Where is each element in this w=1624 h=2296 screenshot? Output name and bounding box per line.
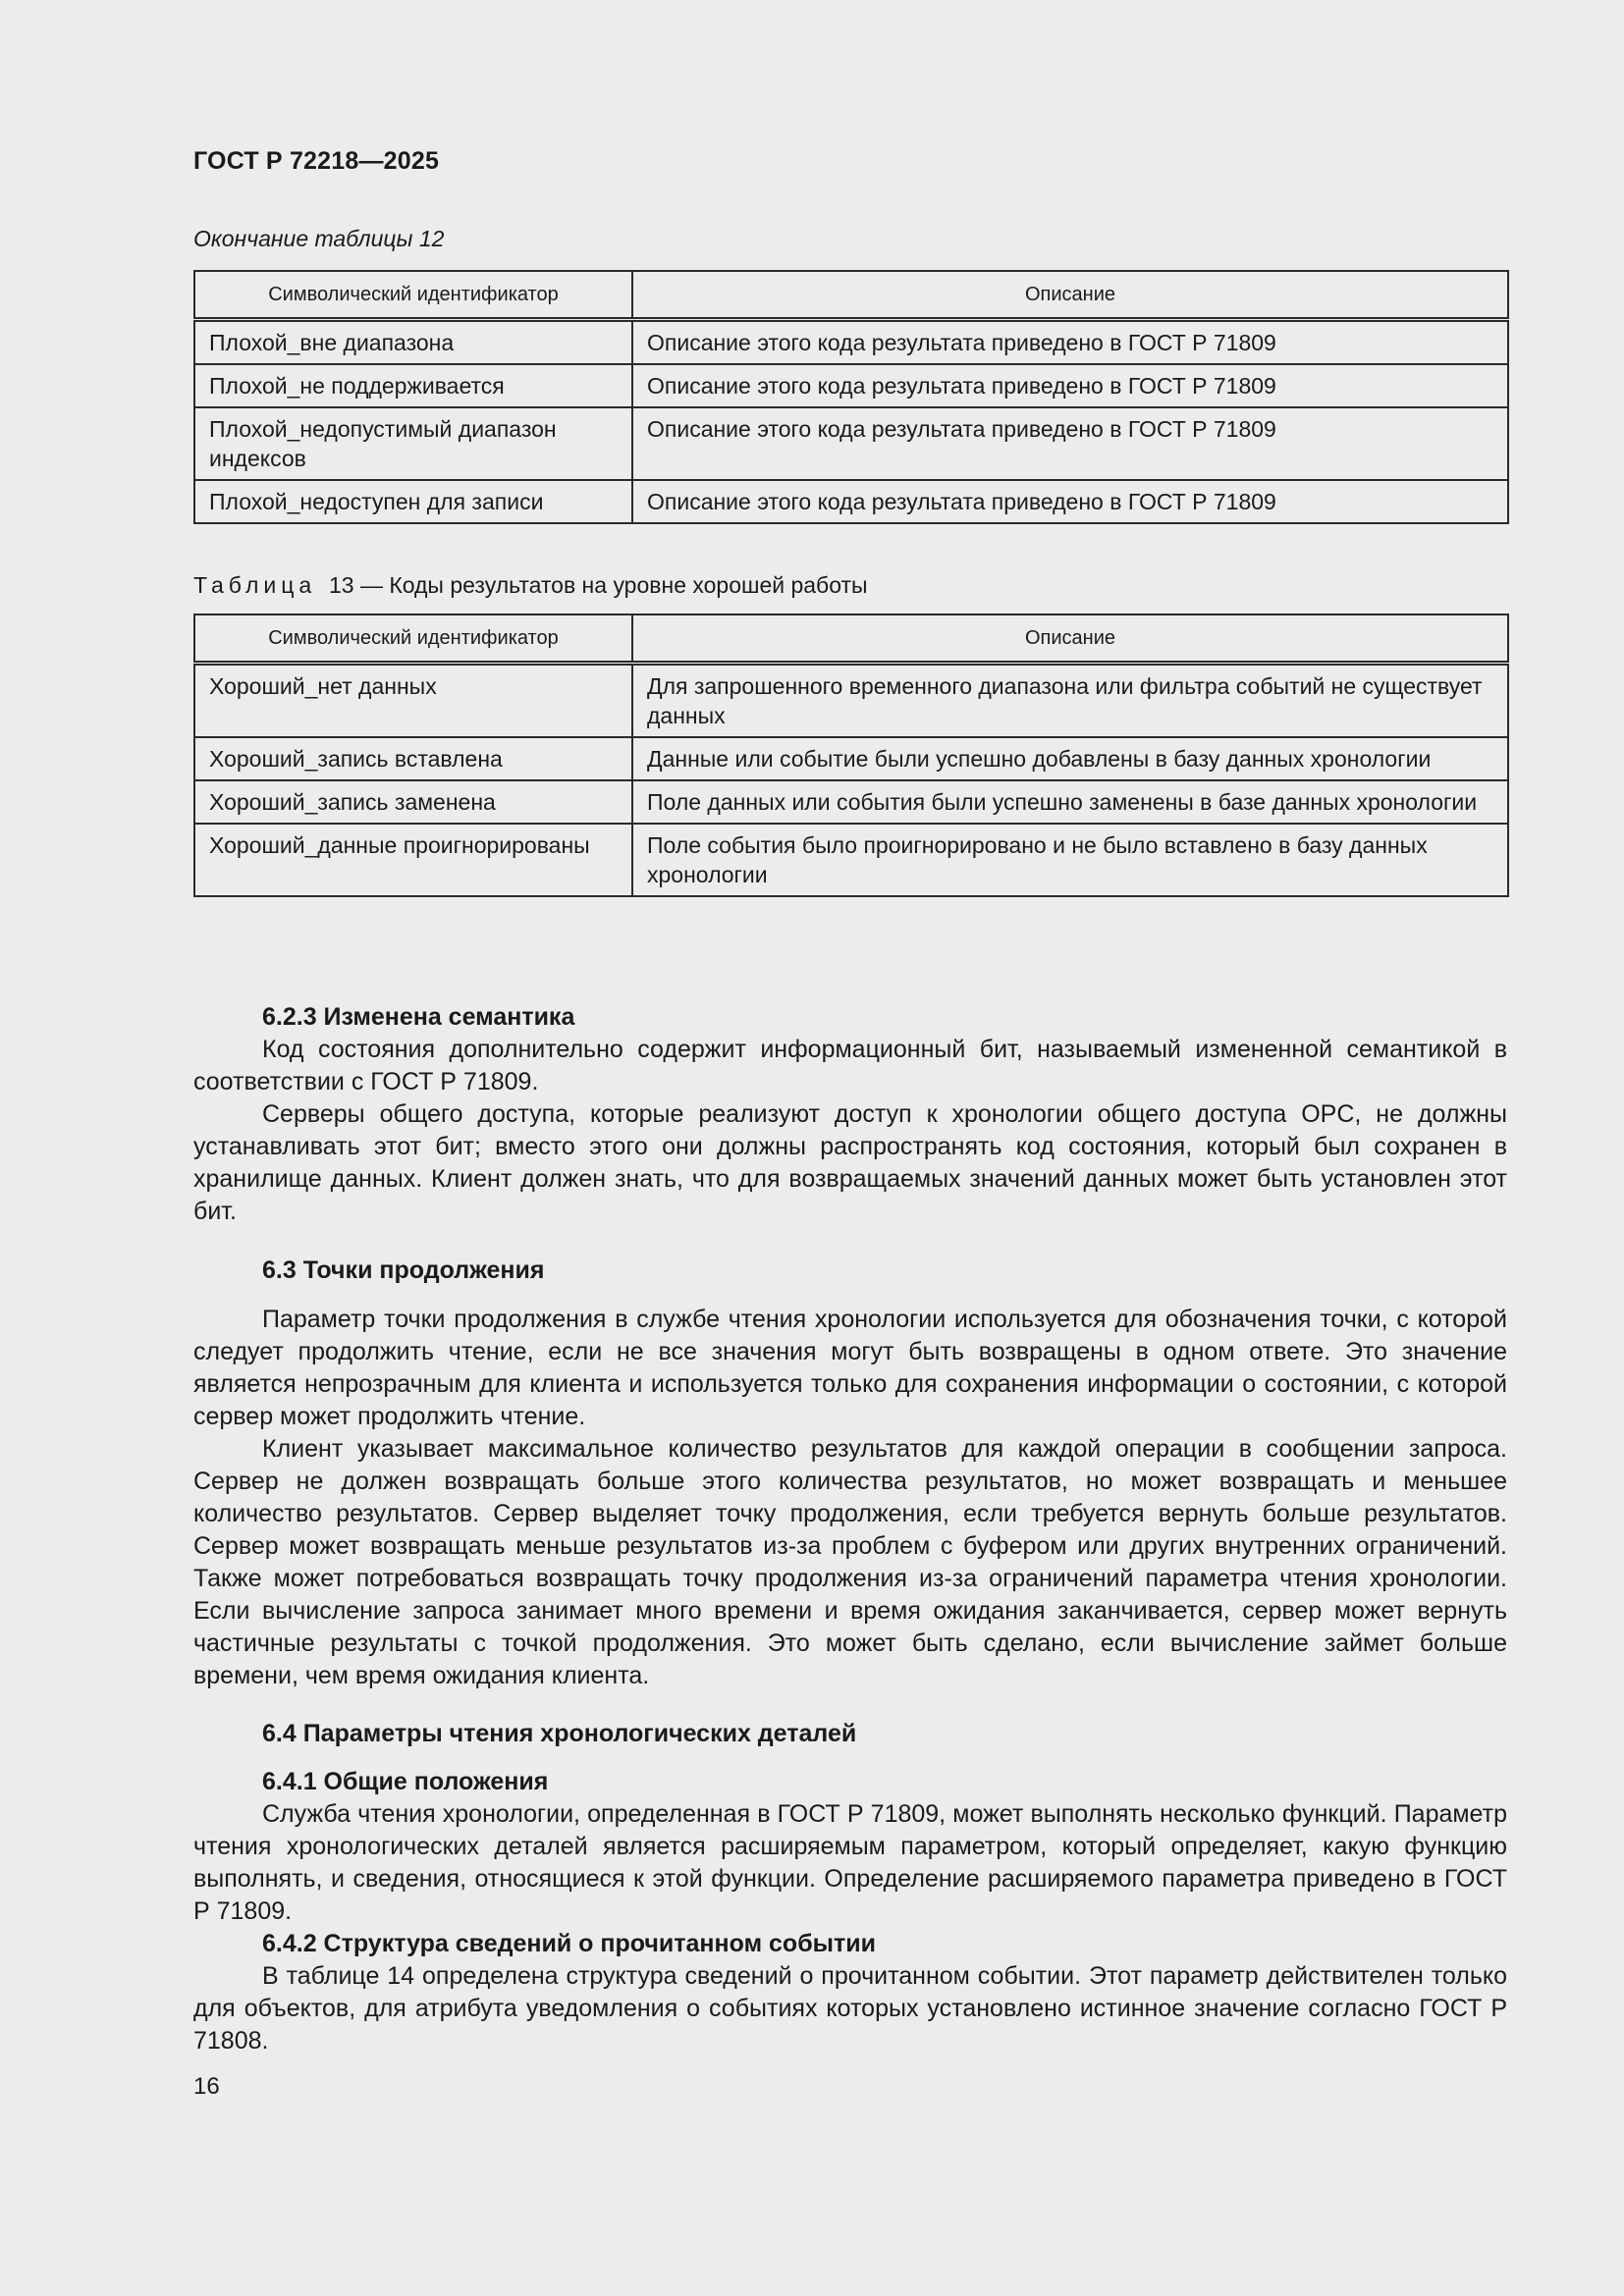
cell-identifier: Плохой_недоступен для записи [194,480,632,523]
column-header-identifier: Символический идентификатор [194,271,632,320]
cell-identifier: Хороший_данные проигнорированы [194,824,632,896]
table-header-row [194,271,1508,320]
cell-description: Описание этого кода результата приведено в ГОСТ Р 71809 [632,407,1508,480]
table-row [194,780,1508,824]
table-row [194,320,1508,365]
subsection-heading: 6.4.2 Структура сведений о прочитанном событии [262,1930,876,1957]
cell-identifier: Плохой_не поддерживается [194,364,632,407]
table-continuation-label: Окончание таблицы 12 [193,226,445,251]
paragraph: Серверы общего доступа, которые реализуют доступ к хронологии общего доступа OPC, не должны устанавливать этот бит; вместо этого они должны распространять код состояния, который был сохранен в хранилище данных. Клиент должен знать, что для возвращаемых значений данных может быть установлен этот бит. [193,1100,1507,1225]
cell-identifier: Хороший_нет данных [194,664,632,738]
section-heading: 6.4 Параметры чтения хронологических деталей [262,1720,857,1747]
paragraph: В таблице 14 определена структура сведений о прочитанном событии. Этот параметр действителен только для объектов, для атрибута уведомления о событиях которых установлено истинное значение согласно ГОСТ Р 71808. [193,1962,1507,2055]
column-header-identifier: Символический идентификатор [194,614,632,664]
table-row [194,824,1508,896]
cell-description: Поле данных или события были успешно заменены в базе данных хронологии [632,780,1508,824]
table-row [194,737,1508,780]
column-header-description: Описание [632,614,1508,664]
column-header-description: Описание [632,271,1508,320]
cell-identifier: Плохой_вне диапазона [194,320,632,365]
cell-identifier: Плохой_недопустимый диапазон индексов [194,407,632,480]
subsection-heading: 6.4.1 Общие положения [262,1768,549,1795]
table-13-caption [193,572,868,599]
paragraph: Клиент указывает максимальное количество результатов для каждой операции в сообщении запроса. Сервер не должен возвращать больше этого количества результатов, но может возвращать и меньшее количество результатов. Сервер выделяет точку продолжения, если требуется вернуть больше результатов. Сервер может возвращать меньше результатов из-за проблем с буфером или других внутренних ограничений. Также может потребоваться возвращать точку продолжения из-за ограничений параметра чтения хронологии. Если вычисление запроса занимает много времени и время ожидания заканчивается, сервер может вернуть частичные результаты с точкой продолжения. Это может быть сделано, если вычисление займет больше времени, чем время ожидания клиента. [193,1435,1507,1689]
table-row [194,407,1508,480]
cell-description: Описание этого кода результата приведено в ГОСТ Р 71809 [632,320,1508,365]
cell-identifier: Хороший_запись заменена [194,780,632,824]
paragraph: Служба чтения хронологии, определенная в ГОСТ Р 71809, может выполнять несколько функций. Параметр чтения хронологических деталей является расширяемым параметром, который определяет, какую функцию выполнять, и сведения, относящиеся к этой функции. Определение расширяемого параметра приведено в ГОСТ Р 71809. [193,1800,1507,1925]
cell-description: Данные или событие были успешно добавлены в базу данных хронологии [632,737,1508,780]
table-12 [193,270,1509,524]
cell-description: Описание этого кода результата приведено в ГОСТ Р 71809 [632,364,1508,407]
document-header: ГОСТ Р 72218—2025 [193,147,440,175]
cell-description: Поле события было проигнорировано и не было вставлено в базу данных хронологии [632,824,1508,896]
paragraph: Параметр точки продолжения в службе чтения хронологии используется для обозначения точки, с которой следует продолжить чтение, если не все значения могут быть возвращены в одном ответе. Это значение является непрозрачным для клиента и используется только для сохранения информации о состоянии, с которой сервер может продолжить чтение. [193,1306,1507,1430]
section-6-2-3 [193,1001,1507,1228]
table-header-row [194,614,1508,664]
section-heading: 6.3 Точки продолжения [262,1256,545,1284]
caption-label: Таблица [193,572,317,598]
paragraph: Код состояния дополнительно содержит информационный бит, называемый измененной семантикой в соответствии с ГОСТ Р 71809. [193,1036,1507,1095]
section-6-3 [193,1255,1507,1692]
cell-description: Описание этого кода результата приведено в ГОСТ Р 71809 [632,480,1508,523]
page-number: 16 [193,2073,220,2100]
cell-description: Для запрошенного временного диапазона или фильтра событий не существует данных [632,664,1508,738]
caption-text: 13 — Коды результатов на уровне хорошей работы [328,572,868,598]
table-row [194,480,1508,523]
table-row [194,364,1508,407]
table-row [194,664,1508,738]
section-6-4 [193,1718,1507,2057]
cell-identifier: Хороший_запись вставлена [194,737,632,780]
section-heading: 6.2.3 Изменена семантика [262,1003,575,1031]
table-13 [193,614,1509,897]
